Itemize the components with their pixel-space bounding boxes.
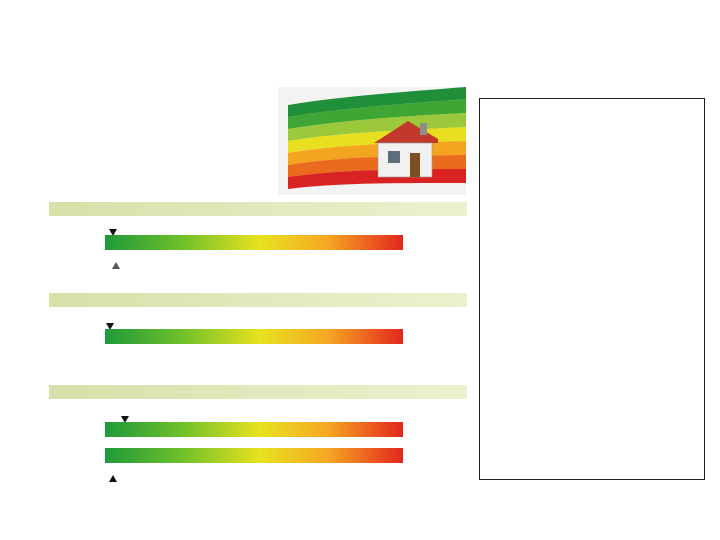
energy-gradient-bar	[105, 235, 403, 250]
section-primary-energy-co2	[49, 385, 467, 399]
energy-certificate	[35, 82, 467, 510]
tick-labels	[107, 455, 407, 463]
energy-class-bands	[278, 87, 466, 195]
house-icon	[378, 143, 432, 177]
section-delivered-energy	[49, 202, 467, 216]
energy-gradient-bar	[105, 329, 403, 344]
reference-marker	[112, 262, 120, 269]
tick-labels	[107, 252, 407, 260]
example-panel	[479, 98, 705, 480]
emissions-marker	[109, 475, 117, 482]
tick-labels	[107, 345, 407, 353]
energy-gradient-bar	[105, 422, 403, 437]
energy-class-scale	[278, 87, 466, 195]
section-delivered-electric-energy	[49, 293, 467, 307]
tick-labels	[107, 438, 407, 446]
